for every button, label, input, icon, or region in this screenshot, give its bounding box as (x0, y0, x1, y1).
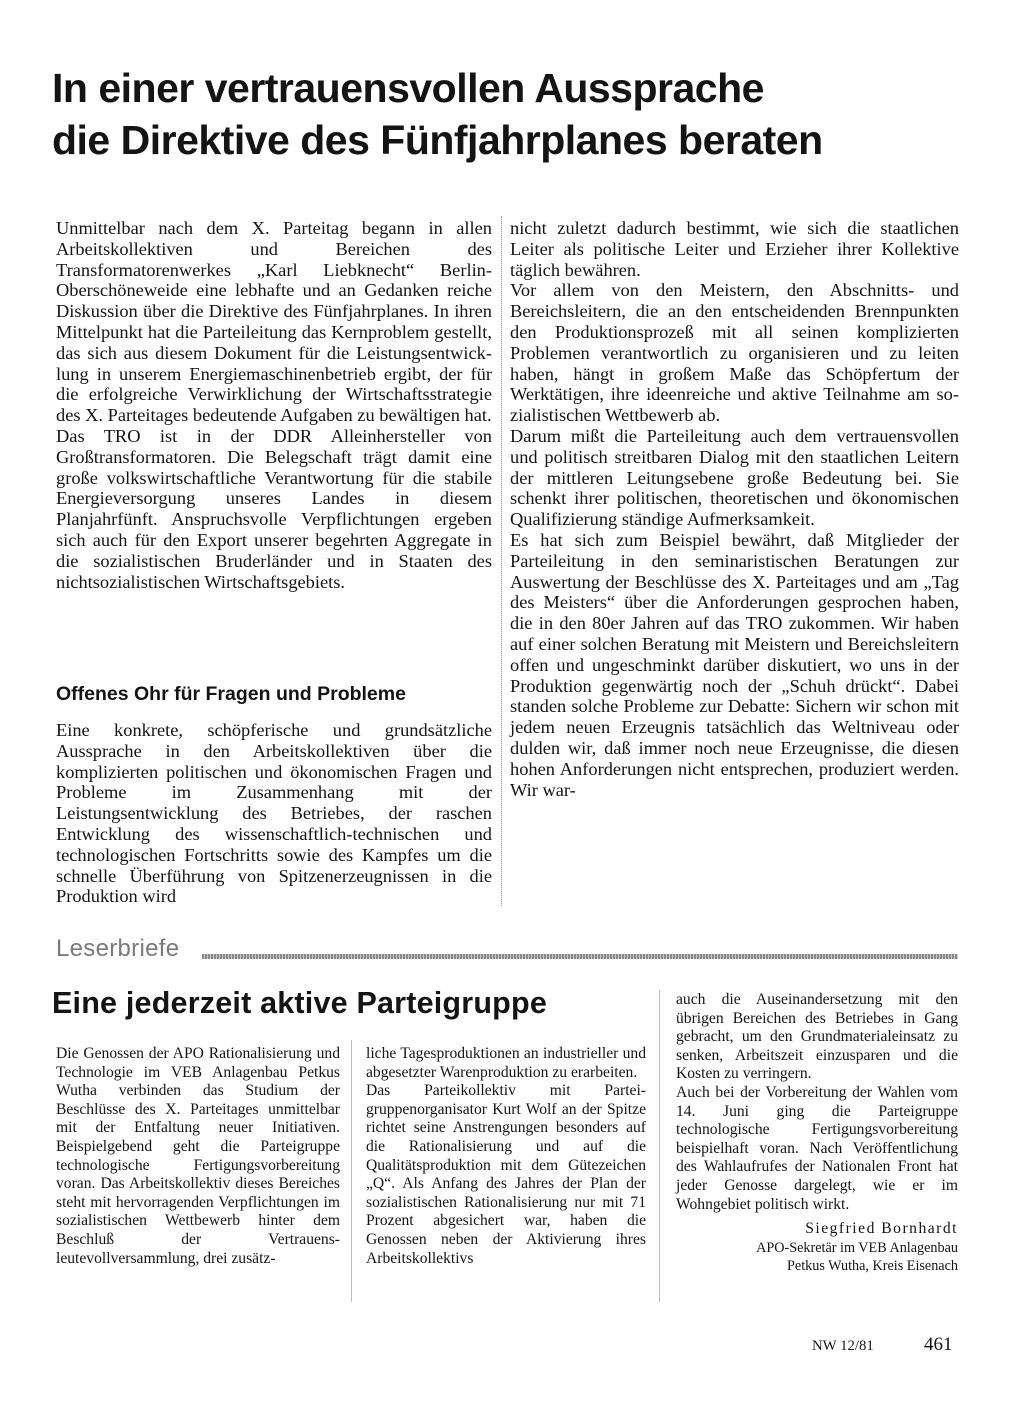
author-name: Siegfried Bornhardt (805, 1220, 958, 1238)
paragraph: Die Genossen der APO Rationalisierung und Technologie im VEB Anlagenbau Petkus Wutha verbinden das Studium der Beschlüsse des X. Parteitages unmittelbar mit der Entfaltung neuer Initiativen. Beispielgebend geht die Parteigruppe technologische Fertigungsvorbereitung voran. Das Arbeitskollektiv dieses Bereiches steht mit hervorragenden Verpflichtungen im sozialistischen Wettbewerb hinter dem Beschluß der Vertrauensleutevollversammlung, drei zusätz- (56, 1045, 340, 1267)
letter-column-2 (366, 1045, 646, 1268)
paragraph: Das TRO ist in der DDR Alleinhersteller von Großtransformatoren. Die Belegschaft trägt damit eine große volkswirtschaftliche Verantwortung für die stabile Energieversorgung unseres Landes in diesem Planjahrfünft. Anspruchsvolle Verpflichtungen ergeben sich auch für den Export unserer begehrten Aggregate in die sozialistischen Bruderländer und in Staaten des nichtsozialistischen Wirtschaftsgebiets. (56, 425, 492, 592)
paragraph: Auch bei der Vorbereitung der Wahlen vom 14. Juni ging die Parteigruppe technologische Fertigungsvorbereitung beispielhaft voran. Nach Veröffentlichung des Wahlaufrufes der Nationalen Front hat jeder Genosse dargelegt, wie er im Wohngebiet politisch wirkt. (676, 1083, 958, 1213)
issue-number: NW 12/81 (812, 1338, 874, 1354)
paragraph: Darum mißt die Parteileitung auch dem vertrauensvollen und politisch streitbaren Dialog mit den staatlichen Leitern der mittleren Leitungsebene große Bedeutung bei. Sie schenkt ihrer politischen, theoretischen und ökonomischen Qualifizierung ständige Aufmerksamkeit. (510, 425, 959, 530)
article-column-2 (510, 218, 959, 800)
title-line-2: die Direktive des Fünfjahrplanes beraten (52, 117, 823, 163)
letter-title: Eine jederzeit aktive Parteigruppe (52, 986, 547, 1020)
paragraph: Unmittelbar nach dem X. Parteitag begann in allen Arbeitskollektiven und Bereichen des Transformatorenwerkes „Karl Liebknecht“ Berlin-Oberschöneweide eine lebhafte und an Gedanken reiche Diskussion über die Direktive des Fünfjahrplanes. In ihren Mittelpunkt hat die Parteileitung das Kernproblem gestellt, das sich aus diesem Dokument für die Leistungsentwicklung in unserem Energiemaschinenbetrieb ergibt, der für die erfolgreiche Verwirklichung der Wirtschaftsstrategie des X. Parteitages bedeutende Aufgaben zu bewältigen hat. (56, 218, 492, 426)
column-divider (501, 216, 502, 906)
author-role-line-2: Petkus Wutha, Kreis Eisenach (787, 1258, 958, 1275)
author-signature (676, 1220, 958, 1276)
paragraph: nicht zuletzt dadurch bestimmt, wie sich die staatlichen Leiter als politische Leiter und Erzieher ihrer Kollektive täglich bewähren. (510, 218, 959, 280)
article-title (52, 62, 992, 166)
paragraph: Das Parteikollektiv mit Parteigruppenorganisator Kurt Wolf an der Spitze richtet seine Anstrengungen besonders auf die Rationalisierung und auf die Qualitätsproduktion mit dem Gütezeichen „Q“. Als Anfang des Jahres der Plan der sozialistischen Rationalisierung nur mit 71 Prozent abgesichert war, haben die Genossen neben der Aktivierung ihres Arbeitskollektivs (366, 1082, 646, 1267)
article-column-1 (56, 218, 492, 592)
paragraph: Es hat sich zum Beispiel bewährt, daß Mitglieder der Parteileitung in den seminaristischen Beratungen zur Auswertung der Beschlüsse des X. Parteitages und am „Tag des Meisters“ über die Anforderungen gesprochen haben, die in den 80er Jahren auf das TRO zukommen. Wir haben auf einer solchen Beratung mit Meistern und Bereichsleitern offen und ungeschminkt darüber diskutiert, wo uns in der Produktion gegenwärtig noch der „Schuh drückt“. Dabei standen solche Probleme zur Debatte: Sichern wir schon mit jedem neuen Erzeugnis tatsächlich das Weltniveau oder dulden wir, daß immer noch neue Erzeugnisse, die diesen hohen Anforderungen nicht entsprechen, produziert werden. Wir war- (510, 529, 959, 800)
column-divider (659, 990, 660, 1302)
letter-column-1 (56, 1045, 340, 1268)
title-line-1: In einer vertrauensvollen Aussprache (52, 65, 764, 111)
letter-column-3 (676, 991, 958, 1276)
paragraph: Vor allem von den Meistern, den Abschnitts- und Bereichsleitern, die an den entscheidenden Brennpunkten den Produktionsprozeß mit all seinen komplizierten Problemen verantwortlich zu organisieren und zu leiten haben, hängt in großem Maße das Schöpfertum der Werktätigen, ihre ideenreiche und aktive Teilnahme am sozialistischen Wettbewerb ab. (510, 280, 959, 426)
article-column-1-continued (56, 720, 492, 907)
section-label: Leserbriefe (56, 935, 180, 962)
section-divider (202, 954, 958, 959)
author-role-line-1: APO-Sekretär im VEB Anlagenbau (756, 1239, 958, 1256)
subheading: Offenes Ohr für Fragen und Probleme (56, 683, 406, 705)
paragraph: Eine konkrete, schöpferische und grundsätzliche Aussprache in den Arbeitskollektiven über die komplizierten politischen und ökonomischen Fragen und Probleme im Zusammenhang mit der Leistungsentwicklung des Betriebes, der raschen Entwicklung des wissenschaftlich-technischen und technologischen Fortschritts sowie des Kampfes um die schnelle Überführung von Spitzenerzeugnissen in die Produktion wird (56, 720, 492, 907)
page-number: 461 (924, 1334, 953, 1355)
paragraph: liche Tagesproduktionen an industrieller und abgesetzter Warenproduktion zu erarbeiten. (366, 1045, 646, 1081)
column-divider (351, 1040, 352, 1302)
paragraph: auch die Auseinandersetzung mit den übrigen Bereichen des Betriebes in Gang gebracht, um den Grundmaterialeinsatz zu senken, Arbeitszeit einzusparen und die Kosten zu verringern. (676, 991, 958, 1083)
